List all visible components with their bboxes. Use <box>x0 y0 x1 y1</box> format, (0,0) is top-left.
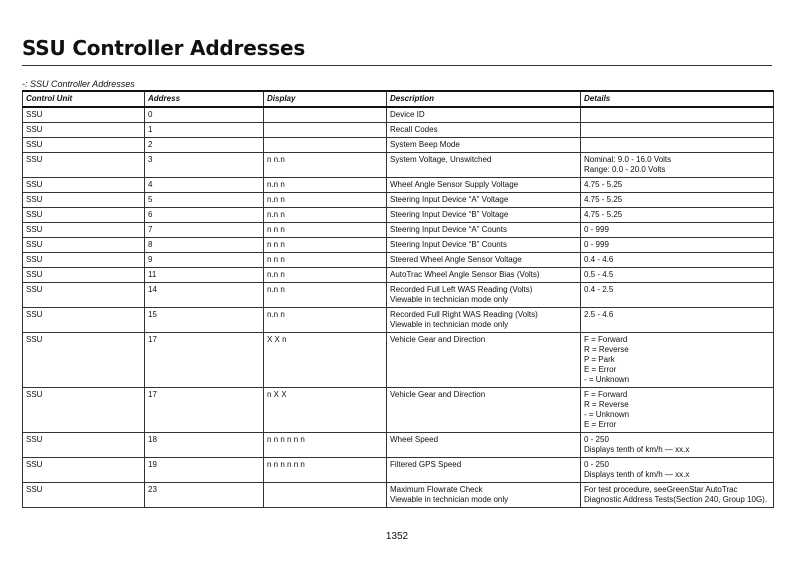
cell-details-line: Displays tenth of km/h — xx.x <box>584 470 690 479</box>
cell-description-line: Recorded Full Right WAS Reading (Volts) <box>390 310 538 319</box>
cell-control-unit: SSU <box>23 107 145 123</box>
table-row <box>23 483 774 508</box>
column-header-description: Description <box>387 91 581 107</box>
page-number: 1352 <box>385 531 409 542</box>
cell-address: 6 <box>145 208 264 223</box>
cell-details-line: Nominal: 9.0 - 16.0 Volts <box>584 155 672 164</box>
table-row <box>23 308 774 333</box>
cell-details-line: 0 - 999 <box>584 225 609 234</box>
cell-display: n.n n <box>264 208 387 223</box>
cell-description-line: Recall Codes <box>390 125 438 134</box>
cell-display <box>264 107 387 123</box>
cell-description <box>387 268 581 283</box>
cell-description-line: System Voltage, Unswitched <box>390 155 492 164</box>
cell-description <box>387 138 581 153</box>
cell-details-line: 0.4 - 4.6 <box>584 255 614 264</box>
table-body <box>23 107 774 508</box>
cell-description <box>387 283 581 308</box>
table-row <box>23 458 774 483</box>
cell-details <box>581 253 774 268</box>
cell-details-line: 4.75 - 5.25 <box>584 195 623 204</box>
column-header-display: Display <box>264 91 387 107</box>
table-row <box>23 268 774 283</box>
cell-display: n.n n <box>264 308 387 333</box>
table-row <box>23 433 774 458</box>
cell-details <box>581 208 774 223</box>
cell-description-line: Steered Wheel Angle Sensor Voltage <box>390 255 522 264</box>
cell-address: 7 <box>145 223 264 238</box>
cell-description <box>387 458 581 483</box>
table-row <box>23 153 774 178</box>
table-row <box>23 388 774 433</box>
title-divider <box>22 65 772 66</box>
cell-address: 2 <box>145 138 264 153</box>
cell-description <box>387 223 581 238</box>
cell-details <box>581 123 774 138</box>
cell-control-unit: SSU <box>23 283 145 308</box>
cell-description <box>387 333 581 388</box>
cell-details <box>581 333 774 388</box>
table-row <box>23 283 774 308</box>
cell-details-line: - = Unknown <box>584 410 630 419</box>
cell-description-line: Vehicle Gear and Direction <box>390 390 486 399</box>
cell-details-line: R = Reverse <box>584 345 629 354</box>
table-caption: -: SSU Controller Addresses <box>22 79 135 89</box>
table-row <box>23 333 774 388</box>
cell-description-line: Wheel Angle Sensor Supply Voltage <box>390 180 519 189</box>
cell-display: n n.n <box>264 153 387 178</box>
cell-description <box>387 193 581 208</box>
cell-description-line: Device ID <box>390 110 425 119</box>
cell-details <box>581 458 774 483</box>
cell-address: 4 <box>145 178 264 193</box>
cell-display <box>264 483 387 508</box>
cell-description-line: Recorded Full Left WAS Reading (Volts) <box>390 285 533 294</box>
cell-control-unit: SSU <box>23 483 145 508</box>
cell-details <box>581 238 774 253</box>
cell-description-line: AutoTrac Wheel Angle Sensor Bias (Volts) <box>390 270 540 279</box>
cell-display <box>264 138 387 153</box>
cell-address: 3 <box>145 153 264 178</box>
column-header-control-unit: Control Unit <box>23 91 145 107</box>
table-row <box>23 238 774 253</box>
cell-address: 17 <box>145 333 264 388</box>
cell-control-unit: SSU <box>23 333 145 388</box>
table-row <box>23 253 774 268</box>
cell-description-line: Steering Input Device “B” Voltage <box>390 210 509 219</box>
cell-details-line: F = Forward <box>584 335 628 344</box>
cell-control-unit: SSU <box>23 138 145 153</box>
cell-details <box>581 107 774 123</box>
cell-details-line: R = Reverse <box>584 400 629 409</box>
cell-address: 9 <box>145 253 264 268</box>
column-header-details: Details <box>581 91 774 107</box>
cell-address: 1 <box>145 123 264 138</box>
cell-description <box>387 153 581 178</box>
cell-control-unit: SSU <box>23 308 145 333</box>
cell-control-unit: SSU <box>23 178 145 193</box>
cell-description <box>387 208 581 223</box>
cell-details <box>581 153 774 178</box>
table-row <box>23 123 774 138</box>
cell-details-line: 0.4 - 2.5 <box>584 285 614 294</box>
cell-details <box>581 308 774 333</box>
cell-details-line: P = Park <box>584 355 615 364</box>
cell-display: n n n n n n <box>264 433 387 458</box>
cell-description <box>387 308 581 333</box>
cell-description-line: Filtered GPS Speed <box>390 460 462 469</box>
cell-details-line: Range: 0.0 - 20.0 Volts <box>584 165 666 174</box>
cell-details-line: For test procedure, seeGreenStar AutoTrac <box>584 485 738 494</box>
cell-details-line: 4.75 - 5.25 <box>584 180 623 189</box>
cell-details-line: Diagnostic Address Tests(Section 240, Group 10G). <box>584 495 768 504</box>
cell-address: 14 <box>145 283 264 308</box>
cell-details-line: - = Unknown <box>584 375 630 384</box>
table-row <box>23 208 774 223</box>
cell-description-line: Steering Input Device “A” Voltage <box>390 195 509 204</box>
cell-display: n n n <box>264 238 387 253</box>
cell-address: 11 <box>145 268 264 283</box>
cell-control-unit: SSU <box>23 123 145 138</box>
cell-control-unit: SSU <box>23 268 145 283</box>
cell-display: n.n n <box>264 268 387 283</box>
cell-address: 8 <box>145 238 264 253</box>
cell-address: 0 <box>145 107 264 123</box>
cell-control-unit: SSU <box>23 253 145 268</box>
cell-description-line: Viewable in technician mode only <box>390 495 509 504</box>
cell-control-unit: SSU <box>23 433 145 458</box>
cell-description-line: Steering Input Device “A” Counts <box>390 225 507 234</box>
cell-details-line: Displays tenth of km/h — xx.x <box>584 445 690 454</box>
cell-details <box>581 138 774 153</box>
cell-display: n.n n <box>264 193 387 208</box>
cell-display: X X n <box>264 333 387 388</box>
cell-details-line: 0.5 - 4.5 <box>584 270 614 279</box>
table-row <box>23 223 774 238</box>
cell-details <box>581 193 774 208</box>
cell-description <box>387 433 581 458</box>
cell-description-line: Steering Input Device “B” Counts <box>390 240 507 249</box>
cell-control-unit: SSU <box>23 193 145 208</box>
cell-details <box>581 268 774 283</box>
cell-display: n.n n <box>264 283 387 308</box>
cell-description-line: Vehicle Gear and Direction <box>390 335 486 344</box>
cell-address: 17 <box>145 388 264 433</box>
cell-control-unit: SSU <box>23 458 145 483</box>
cell-details <box>581 223 774 238</box>
cell-description-line: System Beep Mode <box>390 140 460 149</box>
cell-display: n n n n n n <box>264 458 387 483</box>
column-header-address: Address <box>145 91 264 107</box>
table-row <box>23 193 774 208</box>
cell-details <box>581 283 774 308</box>
cell-address: 23 <box>145 483 264 508</box>
cell-details-line: E = Error <box>584 420 617 429</box>
table-header-row <box>23 91 774 107</box>
cell-control-unit: SSU <box>23 153 145 178</box>
page-title: SSU Controller Addresses <box>22 36 306 60</box>
cell-description <box>387 238 581 253</box>
cell-display: n.n n <box>264 178 387 193</box>
cell-description <box>387 388 581 433</box>
cell-display: n X X <box>264 388 387 433</box>
cell-description-line: Viewable in technician mode only <box>390 320 509 329</box>
cell-description <box>387 253 581 268</box>
cell-details <box>581 483 774 508</box>
table-row <box>23 138 774 153</box>
cell-details <box>581 388 774 433</box>
cell-display: n n n <box>264 253 387 268</box>
cell-address: 18 <box>145 433 264 458</box>
cell-description <box>387 178 581 193</box>
cell-address: 15 <box>145 308 264 333</box>
ssu-address-table <box>22 90 774 508</box>
cell-details <box>581 178 774 193</box>
table-row <box>23 178 774 193</box>
cell-display <box>264 123 387 138</box>
cell-description-line: Viewable in technician mode only <box>390 295 509 304</box>
cell-description-line: Wheel Speed <box>390 435 439 444</box>
cell-details-line: 0 - 999 <box>584 240 609 249</box>
cell-address: 5 <box>145 193 264 208</box>
cell-details-line: 2.5 - 4.6 <box>584 310 614 319</box>
cell-control-unit: SSU <box>23 238 145 253</box>
cell-description <box>387 107 581 123</box>
cell-details-line: 0 - 250 <box>584 460 609 469</box>
cell-details-line: 4.75 - 5.25 <box>584 210 623 219</box>
cell-details-line: E = Error <box>584 365 617 374</box>
cell-details-line: 0 - 250 <box>584 435 609 444</box>
cell-description-line: Maximum Flowrate Check <box>390 485 483 494</box>
cell-description <box>387 123 581 138</box>
cell-description <box>387 483 581 508</box>
cell-display: n n n <box>264 223 387 238</box>
cell-control-unit: SSU <box>23 223 145 238</box>
cell-details <box>581 433 774 458</box>
cell-address: 19 <box>145 458 264 483</box>
cell-details-line: F = Forward <box>584 390 628 399</box>
cell-control-unit: SSU <box>23 208 145 223</box>
cell-control-unit: SSU <box>23 388 145 433</box>
table-row <box>23 107 774 123</box>
